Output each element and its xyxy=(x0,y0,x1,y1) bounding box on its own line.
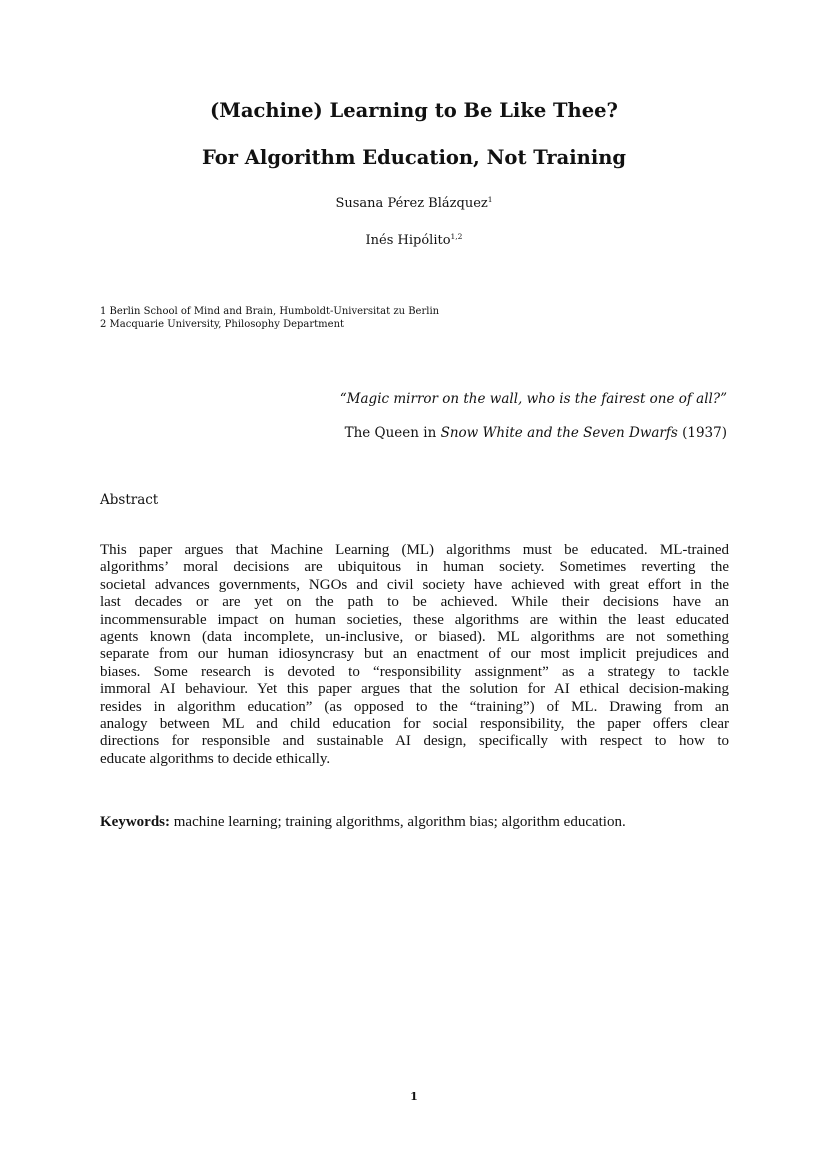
abstract-line: algorithms’ moral decisions are ubiquitous in human society. Sometimes reverting the xyxy=(100,559,729,576)
abstract-line: This paper argues that Machine Learning (ML) algorithms must be educated. ML-trained xyxy=(100,542,729,558)
epigraph-quote: “Magic mirror on the wall, who is the fairest one of all?” xyxy=(339,391,727,407)
abstract-line: separate from our human idiosyncrasy but an enactment of our most implicit prejudices and xyxy=(100,646,729,663)
paper-title-line-2: For Algorithm Education, Not Training xyxy=(201,146,627,169)
abstract-line: analogy between ML and child education for social responsibility, the paper offers clear xyxy=(100,716,729,733)
abstract-body xyxy=(100,542,729,768)
abstract-line: societal advances governments, NGOs and civil society have achieved with great effort in the xyxy=(100,576,729,593)
author-2 xyxy=(0,232,828,248)
abstract-line: last decades or are yet on the path to be achieved. While their decisions have an xyxy=(100,594,729,611)
abstract-line: immoral AI behaviour. Yet this paper argues that the solution for AI ethical decision-making xyxy=(100,681,729,698)
page-number: 1 xyxy=(410,1090,418,1103)
epigraph-attribution-prefix: The Queen in xyxy=(344,425,441,441)
keywords-label: Keywords: xyxy=(100,814,170,830)
abstract-line: directions for responsible and sustainable AI design, specifically with respect to how to xyxy=(100,733,729,750)
abstract-heading: Abstract xyxy=(100,492,159,508)
epigraph-attribution-work: Snow White and the Seven Dwarfs xyxy=(440,425,678,441)
author-2-name: Inés Hipólito xyxy=(365,233,451,248)
keywords xyxy=(100,814,626,831)
abstract-line: agents known (data incomplete, un-inclusive, or biased). ML algorithms are not something xyxy=(100,629,729,646)
author-1-name: Susana Pérez Blázquez xyxy=(335,196,488,211)
author-2-affiliation-mark: 1,2 xyxy=(450,232,463,241)
paper-title-line-1: (Machine) Learning to Be Like Thee? xyxy=(210,99,618,122)
abstract-line: biases. Some research is devoted to “responsibility assignment” as a strategy to tackle xyxy=(100,663,729,680)
epigraph-attribution xyxy=(345,425,727,441)
abstract-line: incommensurable impact on human societies, these algorithms are within the least educated xyxy=(100,611,729,628)
author-1 xyxy=(0,195,828,211)
keywords-text: machine learning; training algorithms, algorithm bias; algorithm education. xyxy=(170,814,626,830)
affiliation-1: 1 Berlin School of Mind and Brain, Humboldt-Universitat zu Berlin xyxy=(100,306,440,317)
abstract-line: resides in algorithm education” (as opposed to the “training”) of ML. Drawing from an xyxy=(100,698,729,715)
abstract-line: educate algorithms to decide ethically. xyxy=(100,750,331,767)
affiliation-2: 2 Macquarie University, Philosophy Department xyxy=(100,319,345,330)
author-1-affiliation-mark: 1 xyxy=(487,195,493,204)
epigraph-attribution-year: (1937) xyxy=(677,425,727,441)
